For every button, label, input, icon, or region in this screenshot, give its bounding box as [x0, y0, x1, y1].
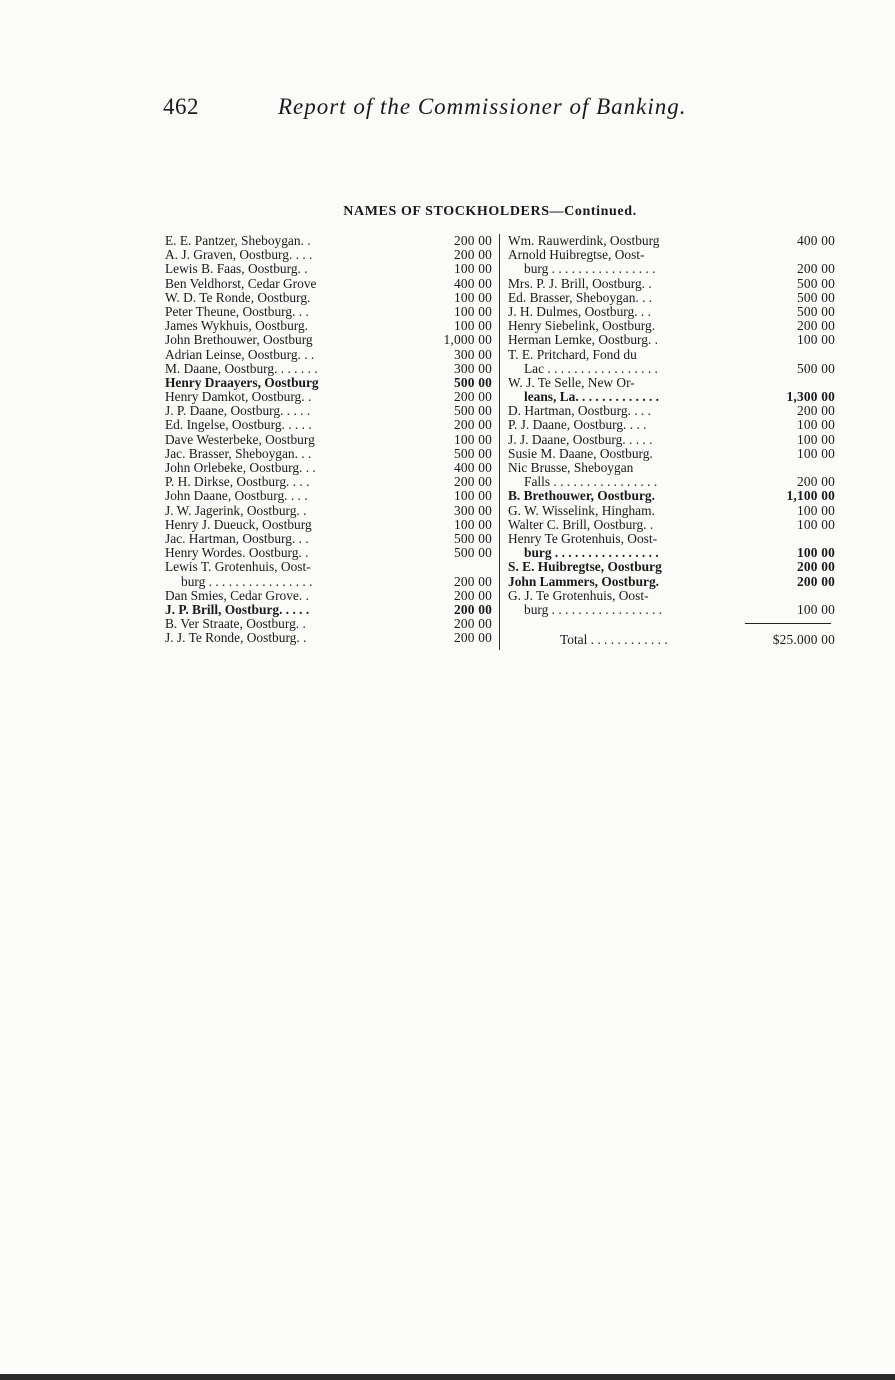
stockholder-amount: 200 00	[796, 573, 835, 589]
stockholder-entry	[165, 404, 492, 418]
stockholder-name: Peter Theune, Oostburg. . .	[165, 304, 309, 319]
stockholder-entry	[165, 475, 492, 489]
stockholder-entry	[165, 305, 492, 319]
stockholder-amount: 100 00	[453, 516, 492, 532]
stockholder-amount: 100 00	[453, 318, 492, 334]
stockholder-entry	[165, 319, 492, 333]
stockholder-entry	[165, 376, 492, 390]
stockholder-name: Henry Damkot, Oostburg. .	[165, 390, 312, 405]
stockholder-name: Nic Brusse, Sheboygan	[508, 461, 634, 475]
stockholder-name: John Brethouwer, Oostburg	[165, 333, 313, 348]
stockholder-name: Henry Te Grotenhuis, Oost-	[508, 531, 658, 546]
stockholder-entry	[165, 589, 492, 603]
stockholder-entry	[165, 447, 492, 461]
stockholder-name: T. E. Pritchard, Fond du	[508, 347, 637, 362]
stockholder-amount: 300 00	[453, 346, 492, 362]
stockholder-amount: 200 00	[453, 601, 492, 617]
stockholder-entry	[165, 532, 492, 546]
stockholder-entry	[508, 362, 835, 376]
stockholder-amount: 1,300 00	[786, 389, 835, 405]
stockholder-amount: 200 00	[453, 630, 492, 646]
stockholder-amount: 500 00	[796, 289, 835, 305]
stockholder-amount: 500 00	[796, 275, 835, 291]
stockholder-entry	[165, 489, 492, 503]
stockholder-amount: 200 00	[453, 247, 492, 263]
stockholder-name: Henry Wordes. Oostburg. .	[165, 546, 309, 561]
stockholder-name: burg . . . . . . . . . . . . . . . . .	[524, 602, 663, 617]
stockholder-entry	[508, 433, 835, 447]
stockholder-entry	[508, 348, 835, 362]
stockholder-amount: 100 00	[453, 431, 492, 447]
stockholder-amount: 100 00	[796, 332, 835, 348]
stockholder-amount: 500 00	[796, 360, 835, 376]
stockholder-name: J. P. Brill, Oostburg. . . . .	[165, 602, 310, 617]
stockholder-entry	[508, 504, 835, 518]
stockholder-amount	[743, 348, 835, 362]
stockholder-entry	[508, 575, 835, 589]
stockholder-entry	[508, 291, 835, 305]
stockholder-entry	[165, 504, 492, 518]
stockholder-name: P. J. Daane, Oostburg. . . .	[508, 418, 647, 433]
stockholder-name: B. Ver Straate, Oostburg. .	[165, 617, 306, 632]
stockholder-entry	[508, 475, 835, 489]
stockholder-entry	[508, 418, 835, 432]
stockholder-entry	[165, 262, 492, 276]
stockholder-name: Lewis T. Grotenhuis, Oost-	[165, 560, 311, 575]
stockholder-amount: 500 00	[453, 445, 492, 461]
stockholder-amount: 100 00	[453, 303, 492, 319]
stockholder-entry	[165, 333, 492, 347]
stockholder-entry	[165, 248, 492, 262]
stockholder-name: P. H. Dirkse, Oostburg. . . .	[165, 475, 310, 490]
stockholder-name: Jac. Brasser, Sheboygan. . .	[165, 446, 312, 461]
stockholder-name: B. Brethouwer, Oostburg.	[508, 489, 655, 504]
stockholder-entry	[508, 333, 835, 347]
stockholder-name: Falls . . . . . . . . . . . . . . . .	[524, 475, 658, 490]
stockholder-entry	[508, 461, 835, 475]
stockholder-amount: 500 00	[453, 403, 492, 419]
stockholder-amount: 500 00	[453, 374, 492, 390]
stockholder-entry	[165, 461, 492, 475]
stockholder-amount: 100 00	[796, 445, 835, 461]
stockholder-entry	[508, 560, 835, 574]
stockholder-entry	[165, 348, 492, 362]
stockholder-entry	[508, 589, 835, 603]
stockholder-name: Lac . . . . . . . . . . . . . . . . .	[524, 361, 658, 376]
stockholder-amount: 100 00	[796, 502, 835, 518]
stockholder-amount: 200 00	[796, 474, 835, 490]
stockholder-entry	[508, 404, 835, 418]
stockholder-amount: 200 00	[796, 559, 835, 575]
stockholder-name: Mrs. P. J. Brill, Oostburg. .	[508, 276, 652, 291]
stockholder-amount: 100 00	[796, 601, 835, 617]
stockholder-name: Henry Siebelink, Oostburg.	[508, 319, 656, 334]
stockholder-amount: 300 00	[453, 360, 492, 376]
total-rule	[745, 623, 831, 624]
stockholder-amount	[743, 248, 835, 262]
stockholder-name: Jac. Hartman, Oostburg. . .	[165, 531, 309, 546]
stockholder-amount: 500 00	[453, 530, 492, 546]
stockholder-name: Ed. Brasser, Sheboygan. . .	[508, 290, 653, 305]
stockholder-entry	[165, 575, 492, 589]
stockholder-amount: 1,000 00	[443, 332, 492, 348]
stockholder-name: leans, La. . . . . . . . . . . . .	[524, 390, 660, 405]
stockholder-amount: 100 00	[453, 289, 492, 305]
stockholder-name: burg . . . . . . . . . . . . . . . .	[524, 546, 659, 561]
stockholder-name: J. J. Daane, Oostburg. . . . .	[508, 432, 653, 447]
section-title: NAMES OF STOCKHOLDERS—Continued.	[343, 204, 637, 219]
stockholder-entry	[165, 617, 492, 631]
stockholder-name: Arnold Huibregtse, Oost-	[508, 248, 645, 263]
stockholders-left-column	[165, 234, 492, 645]
stockholder-name: Wm. Rauwerdink, Oostburg	[508, 234, 660, 248]
stockholder-amount: 500 00	[796, 303, 835, 319]
stockholder-amount: 100 00	[453, 261, 492, 277]
stockholder-amount: 200 00	[453, 573, 492, 589]
stockholder-amount: 200 00	[453, 417, 492, 433]
running-title: Report of the Commissioner of Banking.	[278, 94, 687, 119]
stockholder-name: John Lammers, Oostburg.	[508, 574, 660, 589]
stockholder-entry	[165, 390, 492, 404]
stockholder-name: burg . . . . . . . . . . . . . . . .	[524, 262, 656, 277]
stockholder-amount	[400, 560, 492, 574]
stockholder-entry	[165, 603, 492, 617]
stockholder-name: Susie M. Daane, Oostburg.	[508, 446, 653, 461]
stockholder-entry	[508, 305, 835, 319]
stockholder-entry	[165, 291, 492, 305]
stockholder-entry	[508, 603, 835, 617]
stockholder-name: D. Hartman, Oostburg. . . .	[508, 404, 651, 419]
stockholder-amount: 400 00	[453, 275, 492, 291]
stockholder-name: J. P. Daane, Oostburg. . . . .	[165, 404, 311, 419]
stockholder-amount: 200 00	[796, 403, 835, 419]
stockholder-entry	[165, 631, 492, 645]
stockholder-entry	[165, 433, 492, 447]
stockholder-name: Dan Smies, Cedar Grove. .	[165, 588, 309, 603]
stockholder-entry	[508, 248, 835, 262]
total-row	[508, 633, 835, 647]
stockholder-name: G. W. Wisselink, Hingham.	[508, 503, 655, 518]
stockholder-amount: 200 00	[453, 587, 492, 603]
stockholder-amount: 400 00	[453, 460, 492, 475]
stockholder-entry	[508, 447, 835, 461]
stockholder-amount: 100 00	[796, 417, 835, 433]
total-amount: $25.000 00	[772, 632, 835, 647]
stockholder-amount: 100 00	[453, 488, 492, 504]
stockholder-name: S. E. Huibregtse, Oostburg	[508, 560, 662, 575]
stockholder-amount	[743, 589, 835, 603]
stockholder-entry	[165, 418, 492, 432]
stockholder-name: Ben Veldhorst, Cedar Grove	[165, 276, 317, 291]
page-edge	[0, 1374, 895, 1380]
stockholder-name: M. Daane, Oostburg. . . . . . .	[165, 361, 318, 376]
stockholder-amount: 500 00	[453, 545, 492, 561]
stockholders-right-column	[508, 234, 835, 617]
stockholder-amount: 200 00	[796, 318, 835, 334]
stockholder-entry	[165, 362, 492, 376]
stockholder-amount: 400 00	[796, 233, 835, 248]
stockholder-name: A. J. Graven, Oostburg. . . .	[165, 248, 313, 263]
stockholder-entry	[508, 532, 835, 546]
stockholder-entry	[508, 489, 835, 503]
stockholder-name: burg . . . . . . . . . . . . . . . .	[181, 574, 313, 589]
stockholder-name: Henry Draayers, Oostburg	[165, 375, 319, 390]
stockholder-name: W. J. Te Selle, New Or-	[508, 375, 635, 390]
stockholder-name: James Wykhuis, Oostburg.	[165, 319, 309, 334]
page-number: 462	[163, 94, 199, 119]
stockholder-amount: 200 00	[796, 261, 835, 277]
stockholder-name: John Daane, Oostburg. . . .	[165, 489, 308, 504]
stockholder-name: G. J. Te Grotenhuis, Oost-	[508, 588, 649, 603]
stockholder-entry	[508, 234, 835, 248]
stockholder-entry	[165, 277, 492, 291]
stockholder-amount: 200 00	[453, 233, 492, 248]
stockholder-entry	[508, 262, 835, 276]
stockholder-entry	[508, 518, 835, 532]
stockholder-name: Adrian Leinse, Oostburg. . .	[165, 347, 315, 362]
stockholder-amount: 200 00	[453, 389, 492, 405]
stockholder-amount	[743, 461, 835, 475]
stockholder-name: Lewis B. Faas, Oostburg. .	[165, 262, 308, 277]
stockholder-name: Dave Westerbeke, Oostburg	[165, 432, 315, 447]
stockholder-name: Herman Lemke, Oostburg. .	[508, 333, 658, 348]
stockholder-name: J. H. Dulmes, Oostburg. . .	[508, 304, 651, 319]
stockholder-entry	[508, 546, 835, 560]
column-divider	[499, 234, 500, 650]
stockholder-amount	[743, 376, 835, 390]
stockholder-entry	[165, 560, 492, 574]
stockholder-entry	[508, 376, 835, 390]
stockholder-name: J. J. Te Ronde, Oostburg. .	[165, 631, 307, 646]
stockholder-amount: 200 00	[453, 616, 492, 632]
stockholder-entry	[165, 546, 492, 560]
stockholder-amount: 1,100 00	[786, 488, 835, 504]
stockholder-entry	[165, 518, 492, 532]
stockholder-name: John Orlebeke, Oostburg. . .	[165, 461, 316, 475]
stockholder-amount: 300 00	[453, 502, 492, 518]
stockholder-name: Henry J. Dueuck, Oostburg	[165, 517, 312, 532]
stockholder-entry	[165, 234, 492, 248]
stockholder-entry	[508, 277, 835, 291]
stockholder-amount: 100 00	[796, 431, 835, 447]
stockholder-name: Ed. Ingelse, Oostburg. . . . .	[165, 418, 312, 433]
stockholder-entry	[508, 319, 835, 333]
stockholder-name: Walter C. Brill, Oostburg. .	[508, 517, 654, 532]
stockholder-name: J. W. Jagerink, Oostburg. .	[165, 503, 307, 518]
stockholder-amount	[743, 532, 835, 546]
total-label: Total . . . . . . . . . . . .	[560, 633, 668, 647]
stockholder-amount: 100 00	[796, 545, 835, 561]
stockholder-amount: 100 00	[796, 516, 835, 532]
stockholder-entry	[508, 390, 835, 404]
stockholder-name: W. D. Te Ronde, Oostburg.	[165, 290, 311, 305]
stockholder-name: E. E. Pantzer, Sheboygan. .	[165, 234, 311, 248]
stockholder-amount: 200 00	[453, 474, 492, 490]
